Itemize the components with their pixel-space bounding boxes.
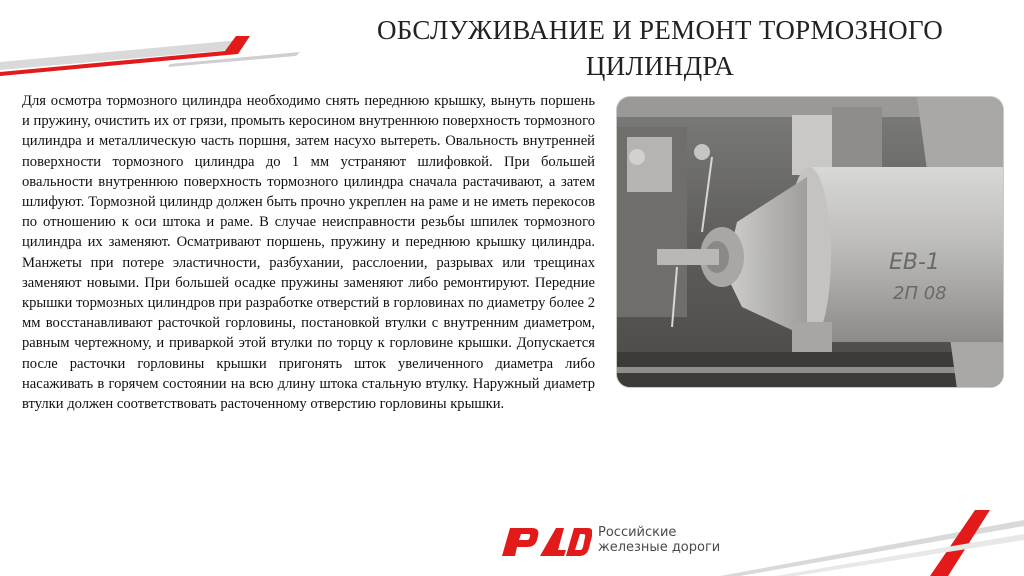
rzd-logo-text xyxy=(598,525,798,555)
rzd-logo-mark xyxy=(500,524,592,558)
body-text: Для осмотра тормозного цилиндра необходимо снять переднюю крышку, вынуть поршень и пружину, очистить их от грязи, промыть керосином внутреннюю поверхность тормозного цилиндра и металлическую часть поршня, затем насухо вытереть. Овальность внутренней поверхности тормозного цилиндра до 1 мм устраняют шлифовкой. При большей овальности внутреннюю поверхность тормозного цилиндра сначала растачивают, а затем шлифуют. Тормозной цилиндр должен быть прочно укреплен на раме и не иметь перекосов по отношению к оси штока и раме. В случае неисправности резьбы шпилек тормозного цилиндра их заменяют. Осматривают поршень, пружину и переднюю крышку цилиндра. Манжеты при потере эластичности, разбухании, расслоении, разрывах или трещинах заменяют новыми. При большей осадке пружины заменяют либо ремонтируют. Передние крышки тормозных цилиндров при разработке отверстий в горловинах по диаметру более 2 мм восстанавливают расточкой горловины, постановкой втулки с внутренним диаметром, равным чертежному, и приваркой этой втулки по торцу к горловине крышки. Допускается после расточки горловины крышки пригонять шток увеличенного диаметра либо насаживать в горячем состоянии на всю длину штока стальную втулку. Наружный диаметр втулки должен соответствовать расточенному отверстию горловины крышки. xyxy=(22,93,595,413)
svg-text:ЕВ-1: ЕВ-1 xyxy=(889,250,940,275)
brake-cylinder-photo xyxy=(616,96,1004,388)
svg-text:2П 08: 2П 08 xyxy=(893,283,947,304)
slide-title xyxy=(320,12,1000,84)
title-line-1: ОБСЛУЖИВАНИЕ И РЕМОНТ ТОРМОЗНОГО xyxy=(376,15,944,45)
title-line-2: ЦИЛИНДРА xyxy=(585,51,735,81)
logo-text-line-1: Российские xyxy=(598,525,677,540)
logo-text-line-2: железные дороги xyxy=(598,540,721,555)
top-decorative-stripes xyxy=(0,0,340,80)
